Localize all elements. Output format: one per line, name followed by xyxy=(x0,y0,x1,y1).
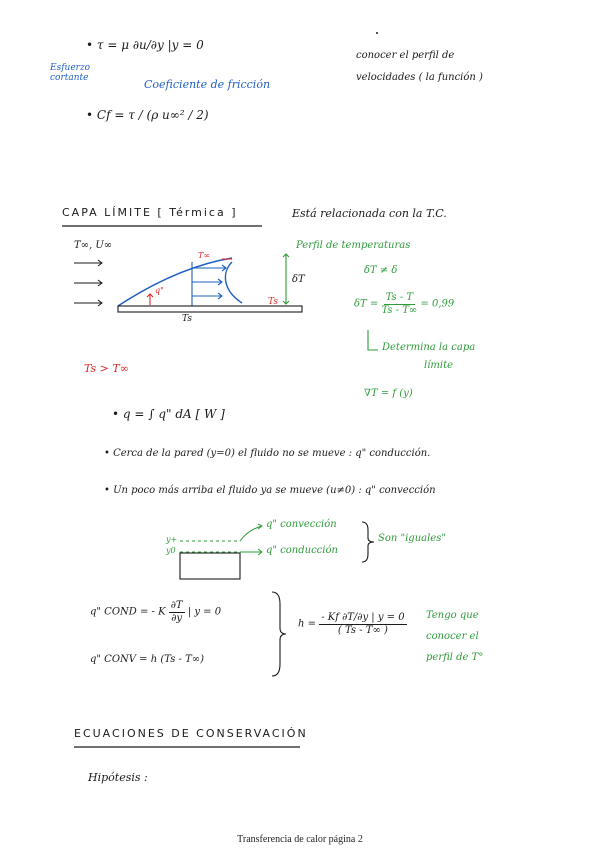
delta-neq-label: δT ≠ δ xyxy=(364,265,398,276)
q-convection-arrow-label: q" convección xyxy=(266,519,337,530)
y-zero-label: y0 xyxy=(166,546,176,555)
thermal-relation-note: Está relacionada con la T.C. xyxy=(292,207,447,220)
profile-note-line1: conocer el perfil de xyxy=(356,50,455,61)
h-fraction xyxy=(319,612,406,636)
wall-block xyxy=(180,553,240,579)
determines-line2: límite xyxy=(424,360,454,371)
determines-line1: Determina la capa xyxy=(382,342,476,353)
delta-t-label: δT xyxy=(292,274,305,285)
q-cond-sub: | y = 0 xyxy=(187,606,222,618)
same-label: Son "iguales" xyxy=(378,533,446,544)
conservation-title: ECUACIONES DE CONSERVACIÓN xyxy=(74,727,308,740)
temperature-profile-label: Perfil de temperaturas xyxy=(296,240,411,251)
q-cond-lhs: q" COND = - K xyxy=(90,606,166,618)
delta-t-definition xyxy=(354,292,454,316)
temperature-profile-curve xyxy=(225,262,242,303)
q-conv-equation: q" CONV = h (Ts - T∞) xyxy=(90,654,204,665)
h-denominator: ( Ts - T∞ ) xyxy=(337,624,388,636)
q-conduction-arrow-label: q" conducción xyxy=(266,545,338,556)
q-integral: • q = ∫ q" dA [ W ] xyxy=(112,407,225,421)
delta-def-denominator: Ts - T∞ xyxy=(381,304,418,316)
ts-wall-label: Ts xyxy=(268,297,278,307)
q-cond-fraction xyxy=(169,600,185,624)
profile-note-line2: velocidades ( la función ) xyxy=(356,72,483,83)
cf-equation: • Cf = τ / (ρ u∞² / 2) xyxy=(86,108,209,122)
delta-def-numerator: Ts - T xyxy=(385,292,414,303)
delta-def-lhs: δT = xyxy=(354,298,379,310)
need-line1: Tengo que xyxy=(426,610,479,621)
h-numerator: - Kf ∂T/∂y | y = 0 xyxy=(321,612,405,623)
friction-label: Coeficiente de fricción xyxy=(144,78,271,91)
delta-t-arrow xyxy=(283,254,289,304)
grad-t-label: ∇T = f (y) xyxy=(364,388,413,399)
equations-brace xyxy=(272,592,286,676)
wall-arrows xyxy=(240,524,262,555)
h-lhs: h = xyxy=(298,618,316,630)
same-brace xyxy=(362,522,374,562)
y-plus-label: y+ xyxy=(166,535,178,544)
shear-label: Esfuerzo cortante xyxy=(50,63,91,84)
q-flux-label: q" xyxy=(155,286,164,295)
delta-def-fraction xyxy=(381,292,417,316)
need-line2: conocer el xyxy=(426,631,479,642)
thermal-section-title: CAPA LÍMITE [ Térmica ] xyxy=(62,206,238,219)
inlet-arrows xyxy=(74,260,102,306)
hypotheses-label: Hipótesis : xyxy=(88,771,148,784)
plate-ts-label: Ts xyxy=(182,314,192,324)
q-cond-denominator: ∂y xyxy=(171,612,183,624)
shear-equation: • τ = μ ∂u/∂y |y = 0 xyxy=(86,38,204,52)
inlet-label: T∞, U∞ xyxy=(74,240,113,251)
profile-arrows xyxy=(192,262,226,306)
need-line3: perfil de T° xyxy=(426,652,484,663)
q-cond-equation xyxy=(90,600,221,624)
q-cond-numerator: ∂T xyxy=(170,600,183,611)
t-inf-label: T∞ xyxy=(198,251,210,260)
near-wall-note: • Cerca de la pared (y=0) el fluido no se mueve : q" conducción. xyxy=(104,448,431,459)
above-wall-note: • Un poco más arriba el fluido ya se mueve (u≠0) : q" convección xyxy=(104,485,436,496)
ts-greater-label: Ts > T∞ xyxy=(84,362,129,375)
h-equation xyxy=(298,612,407,636)
delta-def-rhs: = 0,99 xyxy=(420,298,455,310)
page-footer: Transferencia de calor página 2 xyxy=(237,834,363,845)
determines-arrow xyxy=(368,330,378,350)
stray-dot xyxy=(376,32,378,34)
